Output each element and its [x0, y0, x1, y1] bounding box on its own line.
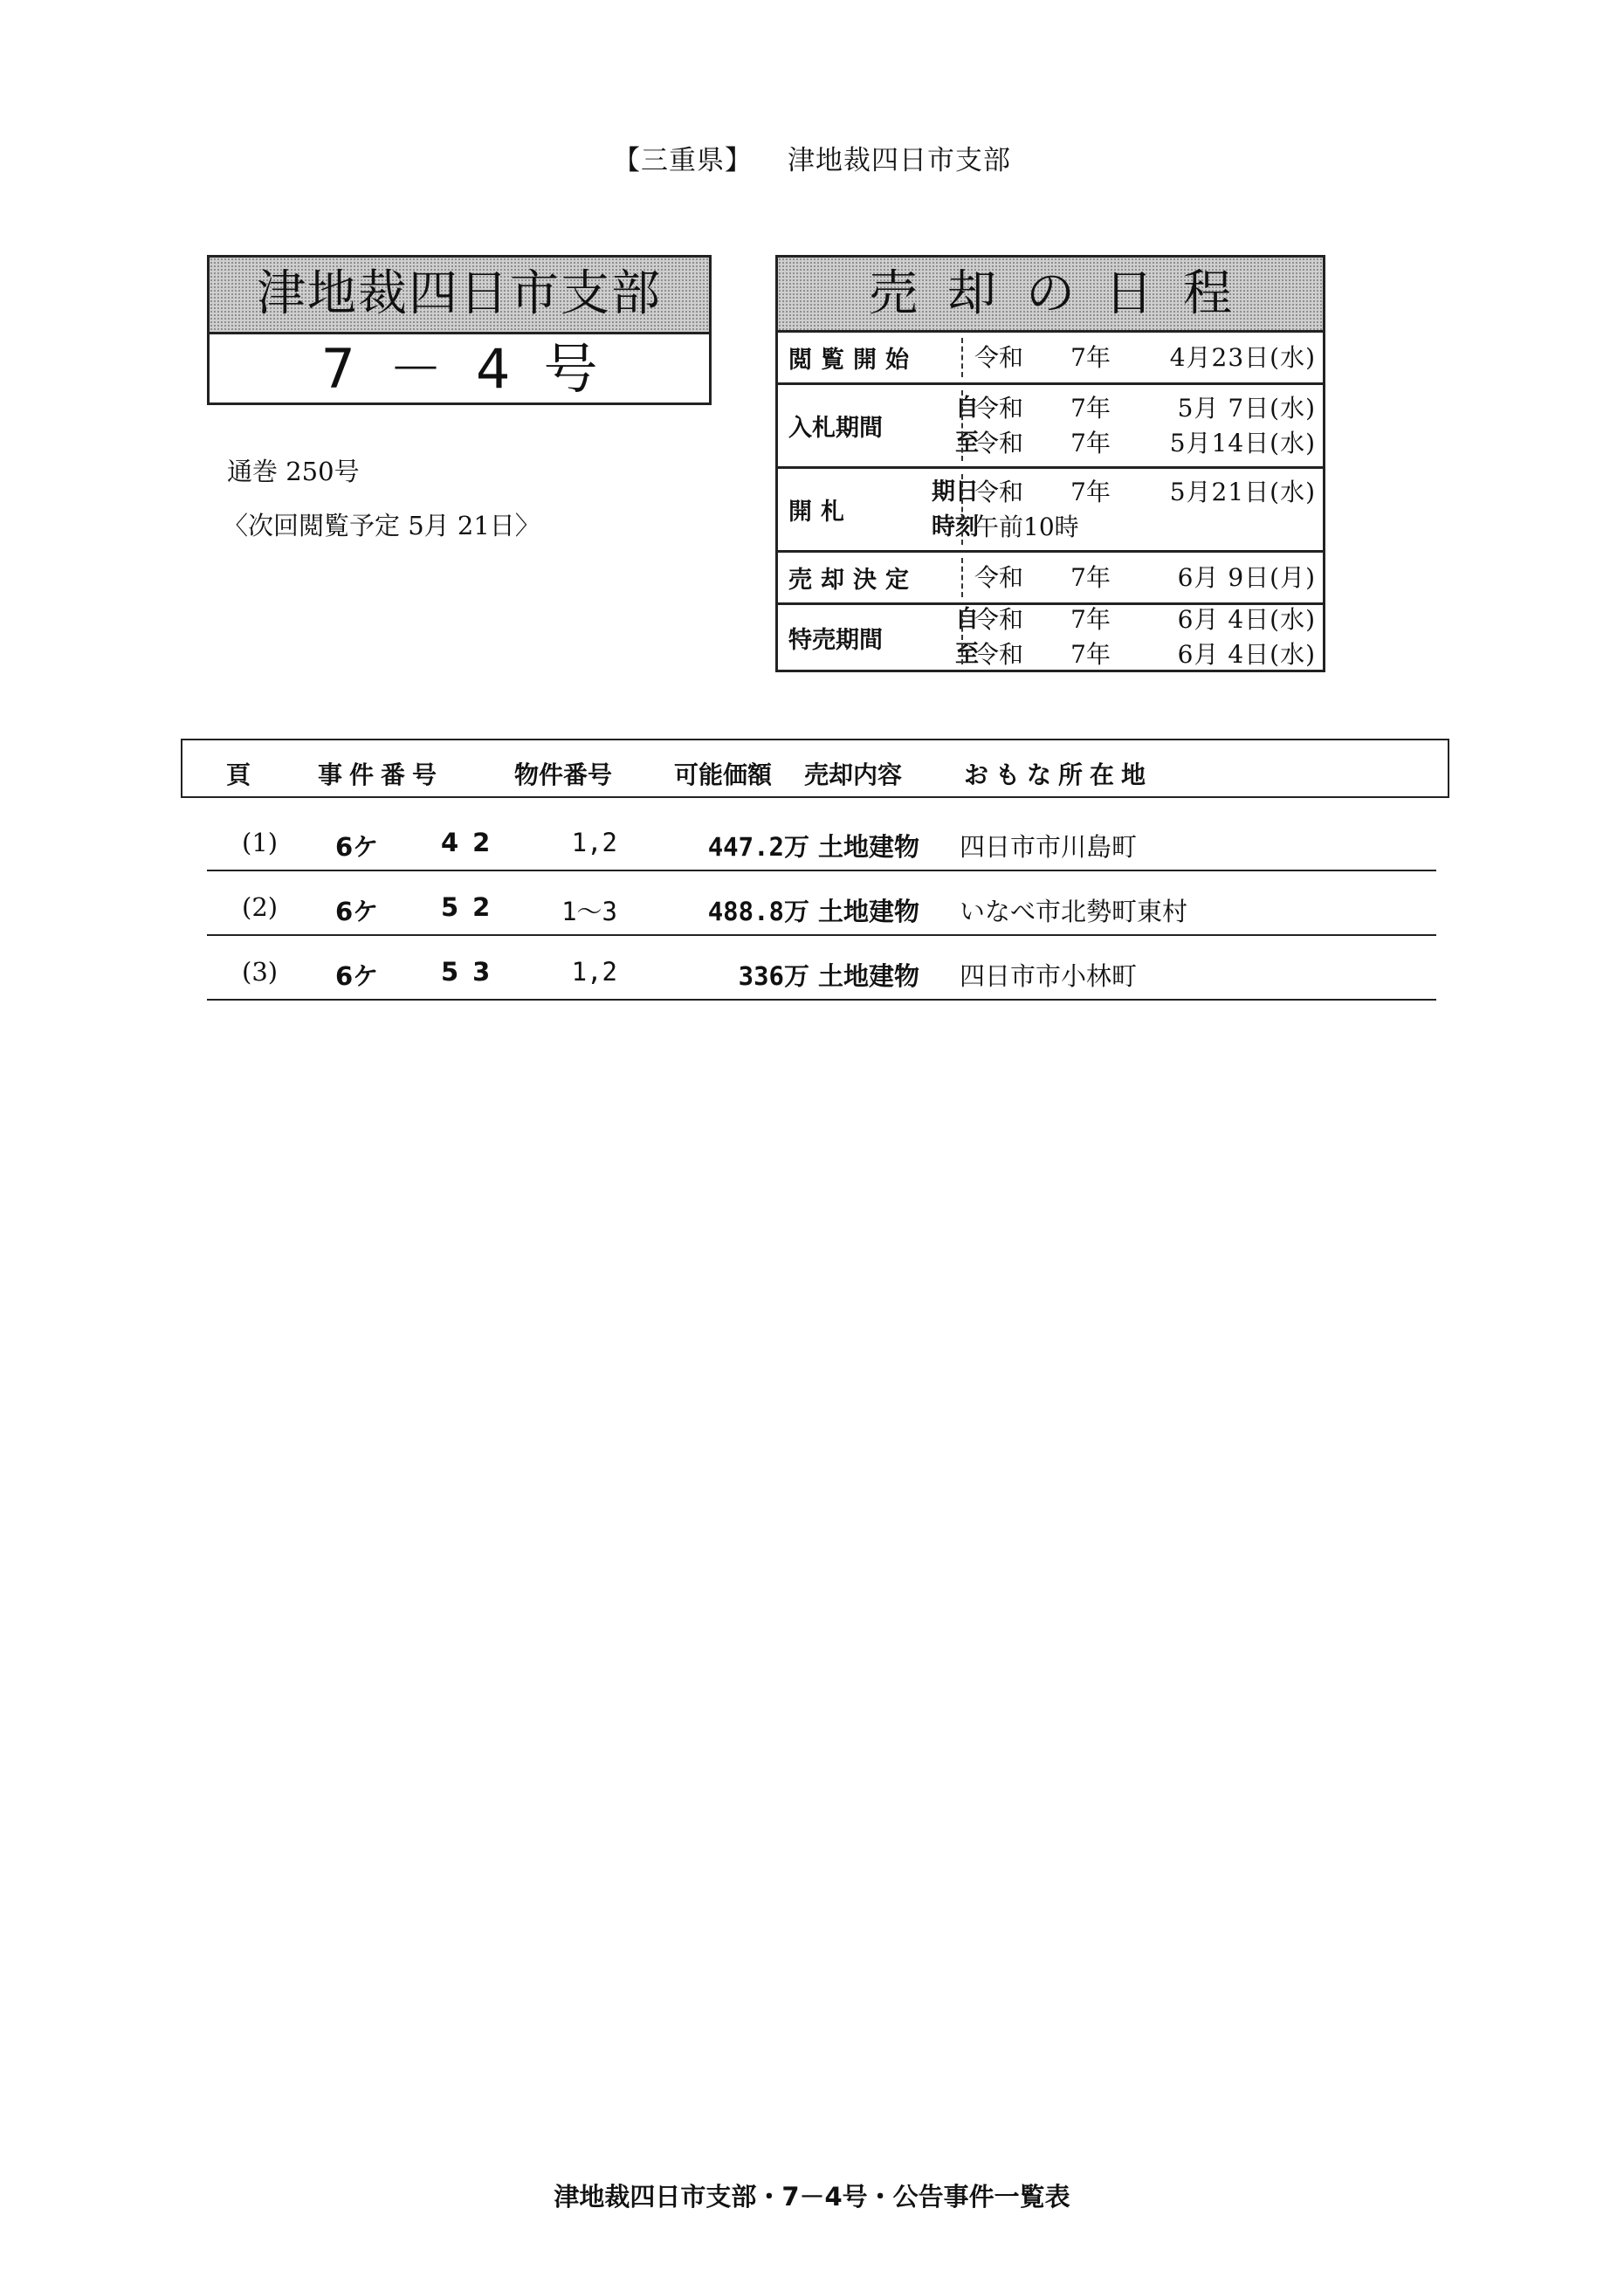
schedule-row-bid-opening	[778, 469, 1323, 553]
page-header	[0, 138, 1624, 177]
column-header-location: おもな所在地	[964, 760, 1153, 789]
table-row	[207, 936, 1436, 1001]
schedule-row-label: 特売期間	[788, 626, 883, 654]
cell-case-number: 42	[441, 828, 505, 857]
cell-sale-content: 土地建物	[818, 961, 920, 991]
volume-number: 通巻 250号	[227, 457, 360, 486]
issue-box	[207, 255, 712, 405]
column-header-page: 頁	[226, 760, 251, 789]
cell-price: 336万	[738, 961, 809, 991]
schedule-sub-label: 自	[955, 394, 979, 422]
table-row	[207, 807, 1436, 871]
cell-price: 488.8万	[707, 897, 809, 926]
cell-case-number: 52	[441, 892, 505, 922]
column-header-price: 可能価額	[674, 760, 773, 789]
cell-location: 四日市市川島町	[960, 832, 1138, 862]
branch-label: 津地裁四日市支部	[788, 145, 1011, 176]
cell-page: (2)	[242, 892, 279, 922]
cell-location: いなべ市北勢町東村	[960, 897, 1188, 926]
schedule-sub-label: 至	[955, 429, 979, 457]
case-table-header	[181, 739, 1449, 798]
cell-case-prefix: 6ケ	[335, 832, 379, 862]
prefecture-label: 【三重県】	[613, 145, 753, 176]
schedule-title: 売却の日程	[778, 258, 1323, 333]
cell-sale-content: 土地建物	[818, 897, 920, 926]
schedule-sub-label: 時刻	[932, 513, 979, 540]
next-view-date: 〈次回閲覧予定 5月 21日〉	[223, 511, 540, 540]
column-header-case-number: 事件番号	[318, 760, 444, 789]
cell-price: 447.2万	[707, 832, 809, 862]
issue-title: 津地裁四日市支部	[210, 258, 709, 334]
schedule-value: 午前10時	[974, 512, 1079, 541]
schedule-row-label: 開札	[788, 499, 853, 526]
schedule-row-sale-decision	[778, 553, 1323, 605]
issue-number: 7－4号	[320, 337, 631, 401]
schedule-value: 令和 7年 6月 9日(月)	[974, 562, 1316, 592]
schedule-value: 令和 7年 5月 7日(水)	[974, 393, 1316, 423]
schedule-value: 令和 7年 5月14日(水)	[974, 428, 1316, 458]
column-header-item-number: 物件番号	[514, 760, 613, 789]
cell-case-prefix: 6ケ	[335, 961, 379, 991]
cell-page: (1)	[242, 828, 279, 857]
page-footer: 津地裁四日市支部・7－4号・公告事件一覧表	[554, 2182, 1070, 2212]
schedule-row-viewing-start	[778, 333, 1323, 385]
schedule-value: 令和 7年 4月23日(水)	[974, 342, 1316, 372]
cell-case-number: 53	[441, 957, 505, 987]
schedule-value: 令和 7年 5月21日(水)	[974, 477, 1316, 506]
cell-item-number: 1,2	[571, 828, 617, 857]
schedule-value: 令和 7年 6月 4日(水)	[974, 605, 1316, 634]
cell-item-number: 1,2	[571, 957, 617, 987]
schedule-row-special-sale-period	[778, 605, 1323, 670]
schedule-row-bidding-period	[778, 385, 1323, 469]
schedule-value: 令和 7年 6月 4日(水)	[974, 640, 1316, 669]
table-row	[207, 871, 1436, 936]
schedule-row-label: 売却決定	[788, 567, 918, 594]
cell-case-prefix: 6ケ	[335, 897, 379, 926]
schedule-row-label: 閲覧開始	[788, 347, 918, 374]
cell-sale-content: 土地建物	[818, 832, 920, 862]
schedule-sub-label: 至	[955, 641, 979, 668]
cell-page: (3)	[242, 957, 279, 987]
schedule-row-label: 入札期間	[788, 415, 883, 442]
cell-location: 四日市市小林町	[960, 961, 1138, 991]
cell-item-number: 1～3	[561, 897, 617, 926]
column-header-sale-content: 売却内容	[804, 760, 903, 789]
schedule-sub-label: 自	[955, 606, 979, 633]
sale-schedule-box	[775, 255, 1325, 672]
schedule-sub-label: 期日	[932, 478, 979, 506]
